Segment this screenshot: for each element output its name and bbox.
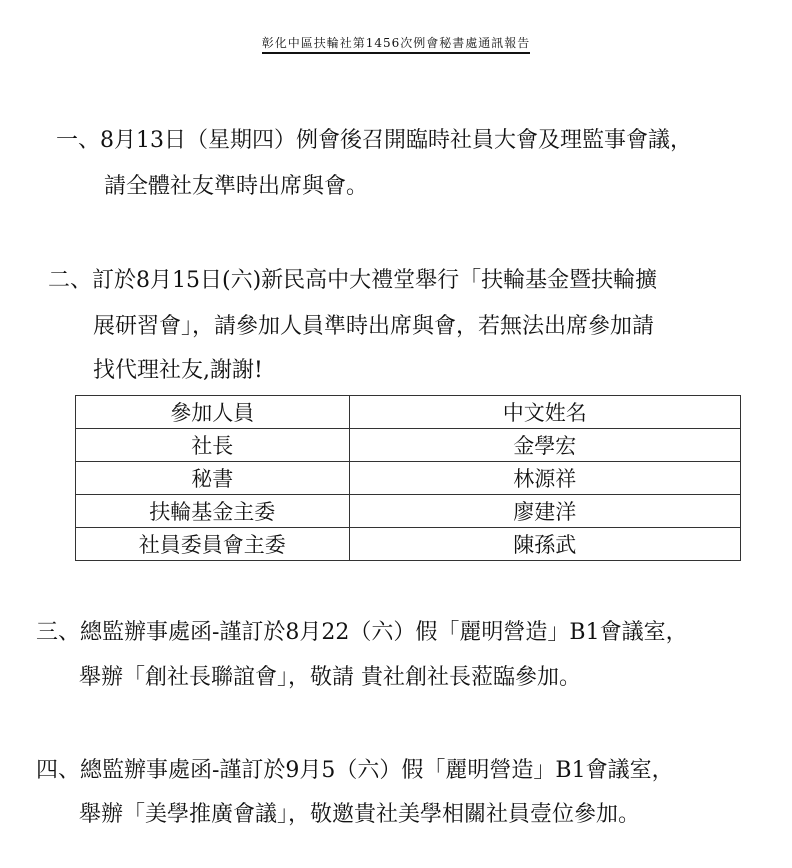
role-cell: 秘書: [76, 462, 350, 495]
report-title: [0, 34, 792, 51]
role-cell: 社員委員會主委: [76, 528, 350, 561]
item-2-line-2: 展研習會」，請參加人員準時出席與會，若無法出席參加請: [93, 314, 655, 339]
header-role: 參加人員: [76, 396, 350, 429]
header-name: 中文姓名: [349, 396, 740, 429]
role-cell: 社長: [76, 429, 350, 462]
name-cell: 金學宏: [349, 429, 740, 462]
item-2-line-1: 二、訂於8月15日(六)新民高中大禮堂舉行「扶輪基金暨扶輪擴: [48, 268, 658, 293]
item-1-line-2: 請全體社友準時出席與會。: [104, 174, 369, 199]
name-cell: 陳孫武: [349, 528, 740, 561]
table-row: [76, 462, 741, 495]
item-2-line-3: 找代理社友,謝謝!: [93, 358, 263, 383]
table-row: [76, 495, 741, 528]
item-4-line-1: 四、總監辦事處函-謹訂於9月5（六）假「麗明營造」B1會議室，: [36, 758, 674, 783]
table-row: [76, 528, 741, 561]
item-3-line-2: 舉辦「創社長聯誼會」，敬請 貴社創社長蒞臨參加。: [79, 665, 581, 690]
table-header-row: [76, 396, 741, 429]
table-row: [76, 429, 741, 462]
item-4-line-2: 舉辦「美學推廣會議」，敬邀貴社美學相關社員壹位參加。: [79, 802, 641, 827]
item-3-line-1: 三、總監辦事處函-謹訂於8月22（六）假「麗明營造」B1會議室，: [36, 620, 688, 645]
name-cell: 林源祥: [349, 462, 740, 495]
attendee-table: [75, 395, 741, 561]
item-1-line-1: 一、8月13日（星期四）例會後召開臨時社員大會及理監事會議，: [56, 128, 692, 153]
role-cell: 扶輪基金主委: [76, 495, 350, 528]
name-cell: 廖建洋: [349, 495, 740, 528]
report-title-text: 彰化中區扶輪社第1456次例會秘書處通訊報告: [262, 36, 531, 54]
